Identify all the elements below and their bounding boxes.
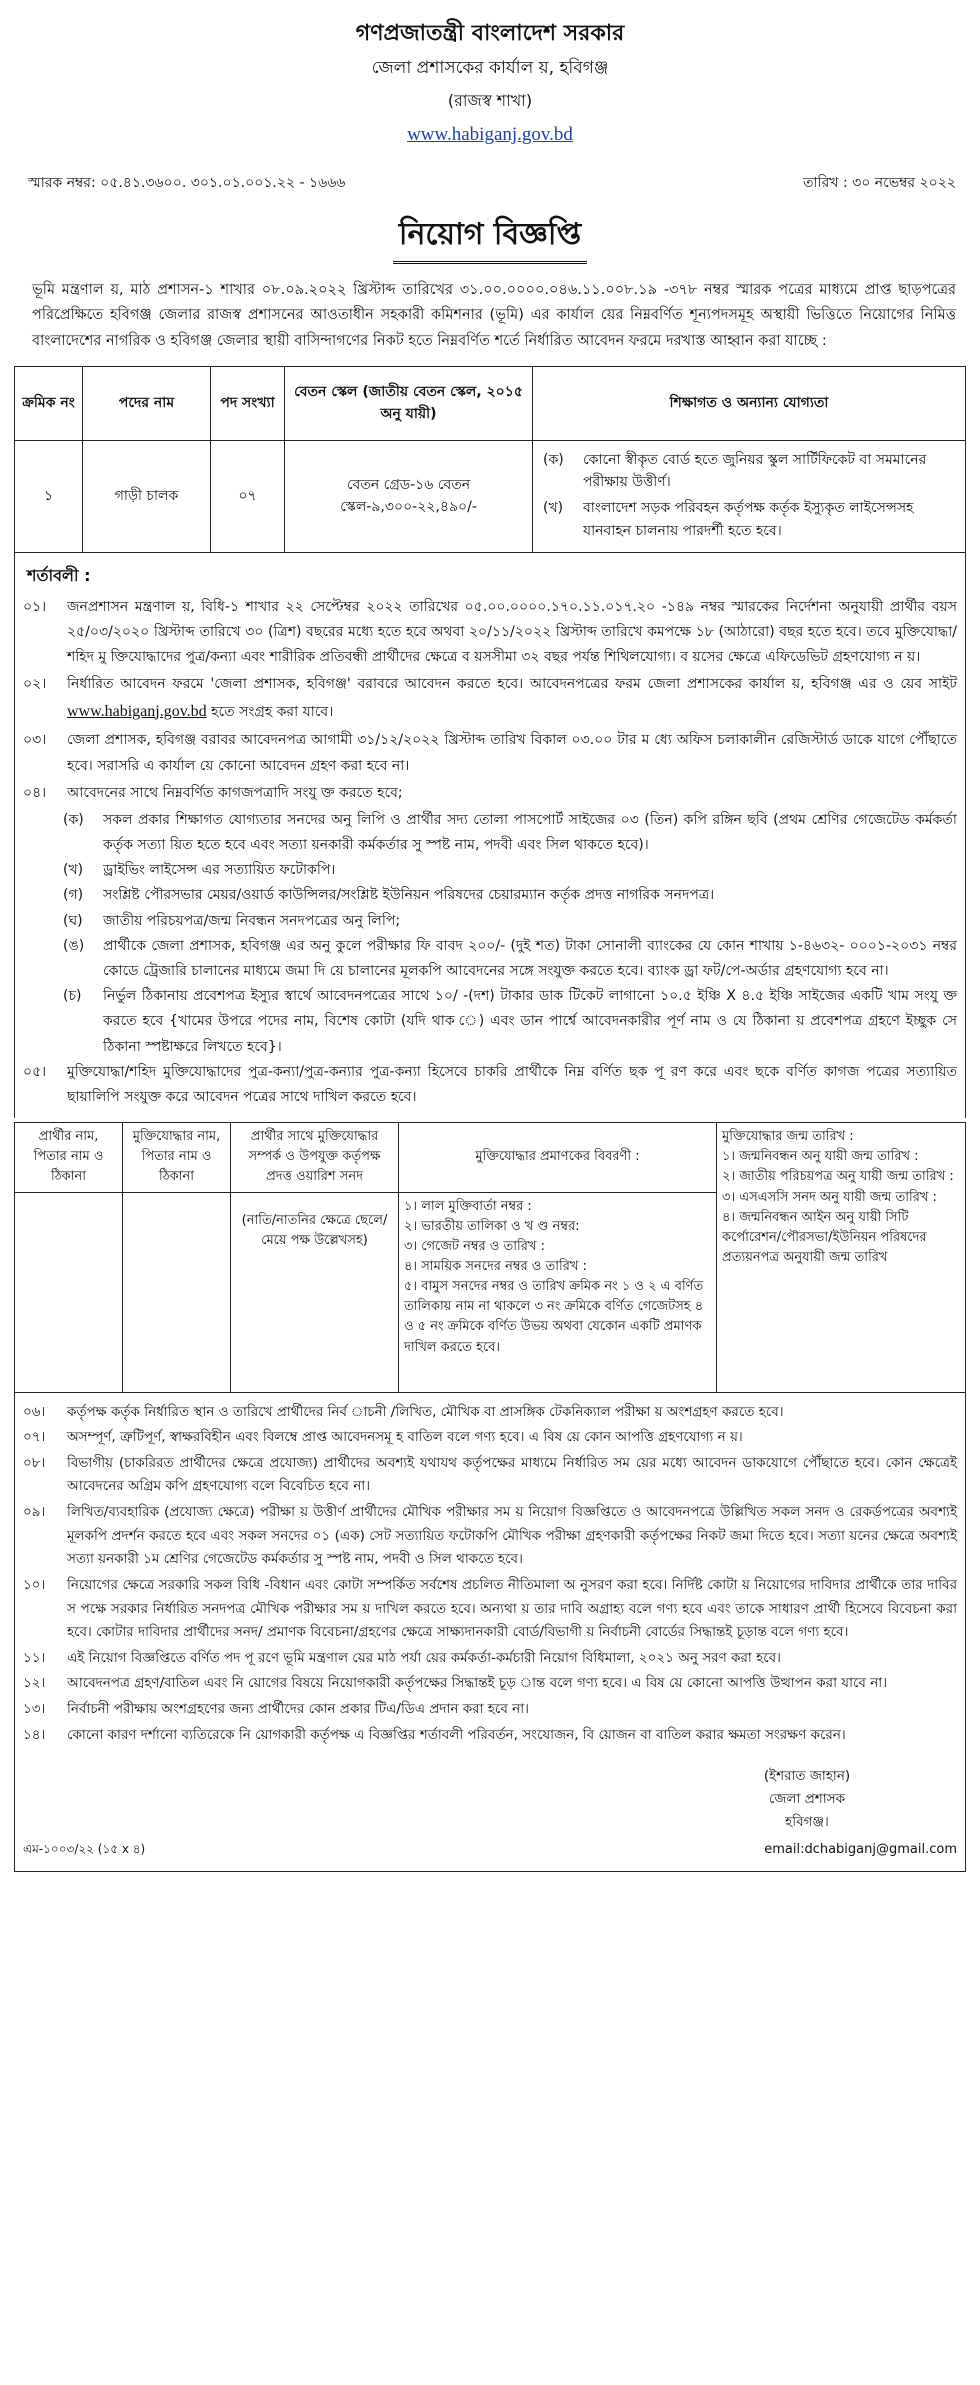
table-row [15,440,966,553]
condition-item [23,1647,957,1671]
attachment-key: (ক) [63,811,84,828]
condition-item [23,781,957,806]
condition-item [23,1426,957,1450]
condition-text: নিয়োগের ক্ষেত্রে সরকারি সকল বিধি -বিধান এবং কোটা সম্পর্কিত সর্বশেষ প্রচলিত নীতিমালা অ নুসরণ করা হবে। নির্দিষ্ট কোটা য় নিয়োগের দাবিদার প্রার্থীকে তার দাবির স পক্ষে সরকার নির্ধারিত সনদপত্র মৌখিক পরীক্ষার সম য় দাখিল করতে হবে। অন্যথা য় তার দাবি অগ্রাহ্য বলে গণ্য হবে এবং তাকে সাধারণ প্রার্থী হিসেবে বিবেচনা করা হবে। কোটার দাবিদার প্রার্থীদের সনদ/ প্রমাণক বিবেচনা/গ্রহণের ক্ষেত্রে সাক্ষ্যদানকারী বোর্ড/বিভাগী য় নির্বাচনী বোর্ডের সিদ্ধান্তই চূড়ান্ত বলে গণ্য হবে। [67,1576,957,1641]
list-item: ১। জন্মনিবন্ধন অনু যায়ী জন্ম তারিখ : [722,1149,919,1165]
condition-text-part: নির্ধারিত আবেদন ফরমে 'জেলা প্রশাসক, হবিগঞ্জ' বরাবরে আবেদন করতে হবে। আবেদনপত্রের ফরম জেলা প্রশাসকের কার্যাল য়, হবিগঞ্জ এর ও য়েব সাইট [67,676,957,693]
attachment-text: নির্ভুল ঠিকানায় প্রবেশপত্র ইস্যুর স্বার্থে আবেদনপত্রের সাথে ১০/ -(দশ) টাকার ডাক টিকেট লাগানো ১০.৫ ইঞ্চি X ৪.৫ ইঞ্চি সাইজের একটি খাম সংযু ক্ত করতে হবে {খামের উপরে পদের নাম, বিশেষ কোটা (যদি থাক ে) এবং ডান পার্শ্বে আবেদনকারীর পূর্ণ নাম ও যে ঠিকানা য় প্রবেশপত্র গ্রহণে ইচ্ছুক সে ঠিকানা স্পষ্টাক্ষরে লিখতে হবে}। [103,988,957,1055]
form-blank-fighter[interactable] [123,1192,231,1392]
signature-block [657,1765,957,1834]
website-link[interactable]: www.habiganj.gov.bd [407,123,573,145]
condition-number: ০৫। [23,1063,47,1080]
form-col-fighter: মুক্তিযোদ্ধার নাম, পিতার নাম ও ঠিকানা [123,1123,231,1192]
qual-key: (ক) [543,451,564,468]
office-name: জেলা প্রশাসকের কার্যাল য়, হবিগঞ্জ [371,58,609,79]
condition-text: জনপ্রশাসন মন্ত্রণাল য়, বিধি-১ শাখার ২২ সেপ্টেম্বর ২০২২ তারিখের ০৫.০০.০০০০.১৭০.১১.০১৭.২০ -১৪৯ নম্বর স্মারকের নির্দেশনা অনুযায়ী প্রার্থীর বয়স ২৫/০৩/২০২০ খ্রিস্টাব্দ তারিখে ৩০ (ত্রিশ) বছরের মধ্যে হতে হবে অথবা ২০/১১/২০২২ খ্রিস্টাব্দ তারিখে কমপক্ষে ১৮ (আঠারো) বছর হতে হবে। তবে মুক্তিযোদ্ধা/শহিদ মু ক্তিযোদ্ধাদের পুত্র/কন্যা এবং শারীরিক প্রতিবন্ধী প্রার্থীদের ক্ষেত্রে ব য়সসীমা ৩২ বছর পর্যন্ত শিথিলযোগ্য। ব য়সের ক্ষেত্রে এফিডেভিট গ্রহণযোগ্য ন য়। [67,598,957,666]
condition-text: নির্বাচনী পরীক্ষায় অংশগ্রহণের জন্য প্রার্থীদের কোন প্রকার টিএ/ডিএ প্রদান করা হবে না। [67,1701,529,1718]
attachment-item [63,984,957,1060]
condition-text: আবেদনের সাথে নিম্নবর্ণিত কাগজপত্রাদি সংযু ক্ত করতে হবে; [67,784,403,801]
attachment-key: (চ) [63,988,82,1005]
condition-number: ০৯। [23,1504,46,1521]
letterhead [14,16,966,150]
notice-date: তারিখ : ৩০ নভেম্বর ২০২২ [803,175,956,192]
qual-key: (খ) [543,500,564,517]
attachment-item [63,909,957,934]
reference-line [28,172,956,194]
condition-number: ১৩। [23,1701,46,1718]
condition-text: মুক্তিযোদ্ধা/শহিদ মুক্তিযোদ্ধাদের পুত্র-কন্যা/পুত্র-কন্যার পুত্র-কন্যা হিসেবে চাকরি প্রার্থীকে নিম্ন বর্ণিত ছক পূ রণ করে এবং ছকে বর্ণিত কাগজ পত্রের সত্যায়িত ছায়ালিপি সংযুক্ত করে আবেদন পত্রের সাথে দাখিল করতে হবে। [67,1063,957,1105]
posts-table [14,366,966,553]
condition-item [23,1401,957,1425]
footer [23,1840,957,1861]
attachment-key: (খ) [63,862,84,879]
branch-name: (রাজস্ব শাখা) [447,91,533,111]
form-relation-note: (নাতি/নাতনির ক্ষেত্রে ছেলে/মেয়ে পক্ষ উল্লেখসহ) [231,1192,399,1392]
condition-number: ০৪। [23,784,47,801]
condition-number: ১৪। [23,1726,46,1743]
condition-item [23,1574,957,1645]
condition-number: ০২। [23,676,47,693]
list-item: ৪। সাময়িক সনদের নম্বর ও তারিখ : [404,1259,587,1275]
attachment-item [63,808,957,858]
birthdate-title: মুক্তিযোদ্ধার জন্ম তারিখ : [722,1129,854,1145]
condition-number: ০৩। [23,732,47,749]
attachment-text: সকল প্রকার শিক্ষাগত যোগ্যতার সনদের অনু লিপি ও প্রার্থীর সদ্য তোলা পাসপোর্ট সাইজের ০৩ (তিন) কপি রঙ্গিন ছবি (প্রথম শ্রেণির গেজেটেড কর্মকর্তা কর্তৃক সত্যা য়িত হতে হবে এবং সত্যা য়নকারী কর্মকর্তার সু স্পষ্ট নাম, পদবী এবং সিল থাকতে হবে)। [103,811,957,854]
list-item: ৩। এসএসসি সনদ অনু যায়ী জন্ম তারিখ : [722,1189,937,1205]
condition-text [67,672,957,726]
list-item: ৪। জন্মনিবন্ধন আইন অনু যায়ী সিটি কর্পোরেশন/পৌরসভা/ইউনিয়ন পরিষদের প্রত্যয়নপত্র অনুযায়ী জন্ম তারিখ [722,1209,927,1266]
memo-number: স্মারক নম্বর: ০৫.৪১.৩৬০০. ৩০১.০১.০০১.২২ - ১৬৬৬ [28,175,346,192]
condition-number: ০৮। [23,1454,46,1471]
attachment-text: প্রার্থীকে জেলা প্রশাসক, হবিগঞ্জ এর অনু কুলে পরীক্ষার ফি বাবদ ২০০/- (দুই শত) টাকা সোনালী ব্যাংকের যে কোন শাখায় ১-৪৬৩২- ০০০১-২০৩১ নম্বর কোডে ট্রেজারি চালানের মাধ্যমে জমা দি য়ে চালানের মূলকপি আবেদনের সঙ্গে সংযুক্ত করতে হবে। ব্যাংক ড্রা ফট/পে-অর্ডার গ্রহণযোগ্য হবে না। [103,937,957,980]
condition-number: ০৬। [23,1403,46,1420]
condition-text: জেলা প্রশাসক, হবিগঞ্জ বরাবর আবেদনপত্র আগামী ৩১/১২/২০২২ খ্রিস্টাব্দ তারিখ বিকাল ০৩.০০ টার ম ধ্যে অফিস চলাকালীন রেজিস্টার্ড ডাকে যাগে পৌঁছাতে হবে। সরাসরি এ কার্যাল য়ে কোনো আবেদন গ্রহণ করা হবে না। [67,732,957,774]
condition-number: ১১। [23,1649,46,1666]
condition-text: বিভাগীয় (চাকরিরত প্রার্থীদের ক্ষেত্রে প্রযোজ্য) প্রার্থীদের অবশ্যই যথাযথ কর্তৃপক্ষের মাধ্যমে নির্ধারিত সম য়ের মধ্যে আবেদন ডাকযোগে পৌঁছাতে হবে। কোন ক্ষেত্রেই আবেদনের অগ্রিম কপি গ্রহণযোগ্য বলে বিবেচিত হবে না। [67,1454,957,1495]
signatory-place: হবিগঞ্জ। [785,1814,829,1831]
attachment-text: জাতীয় পরিচয়পত্র/জন্ম নিবন্ধন সনদপত্রের অনু লিপি; [103,912,401,929]
birthdate-list [722,1147,960,1268]
conditions-title: শর্তাবলী : [27,566,91,586]
attachment-item [63,858,957,883]
condition-item [23,1672,957,1696]
signatory-name: (ইশরাত জাহান) [763,1768,851,1785]
list-item: ২। ভারতীয় তালিকা ও খ ণ্ড নম্বর: [404,1218,580,1234]
condition-item [23,595,957,671]
condition-number: ০৭। [23,1429,46,1446]
freedom-fighter-form [14,1122,966,1392]
cell-count: ০৭ [211,440,285,553]
condition-number: ১২। [23,1675,46,1692]
attachment-item [63,934,957,984]
form-col-proof: মুক্তিযোদ্ধার প্রমাণকের বিবরণী : [399,1123,717,1192]
list-item: ৩। গেজেট নম্বর ও তারিখ : [404,1238,545,1254]
col-serial: ক্রমিক নং [15,366,83,440]
form-col-applicant: প্রার্থীর নাম, পিতার নাম ও ঠিকানা [15,1123,123,1192]
form-col-relation: প্রার্থীর সাথে মুক্তিযোদ্ধার সম্পর্ক ও উপযুক্ত কর্তৃপক্ষ প্রদত্ত ওয়ারিশ সনদ [231,1123,399,1192]
condition-text: লিখিত/ব্যবহারিক (প্রযোজ্য ক্ষেত্রে) পরীক্ষা য় উত্তীর্ণ প্রার্থীদের মৌখিক পরীক্ষার সম য় নিয়োগ বিজ্ঞপ্তিতে ও আবেদনপত্রে উল্লিখিত সকল সনদ ও রেকর্ডপত্রের অবশ্যই মূলকপি প্রদর্শন করতে হবে এবং সকল সনদের ০১ (এক) সেট সত্যায়িত ফটোকপি মৌখিক পরীক্ষা গ্রহণকারী কর্তৃপক্ষের নিকট জমা দিতে হবে। সত্যা য়নের ক্ষেত্রে অবশ্যই সত্যা য়নকারী ১ম শ্রেণির গেজেটেড কর্মকর্তার সু স্পষ্ট নাম, পদবী ও সিল থাকতে হবে। [67,1504,957,1568]
attachment-item [63,883,957,908]
cell-post: গাড়ী চালক [83,440,211,553]
condition-item [23,1698,957,1722]
table-header-row [15,366,966,440]
condition-text: অসম্পূর্ণ, ত্রুটিপূর্ণ, স্বাক্ষরবিহীন এবং বিলম্বে প্রাপ্ত আবেদনসমূ হ বাতিল বলে গণ্য হবে। এ বিষ য়ে কোন আপত্তি গ্রহণযোগ্য ন য়। [67,1429,743,1446]
condition-number: ০১। [23,598,47,615]
col-scale: বেতন স্কেল (জাতীয় বেতন স্কেল, ২০১৫ অনু যায়ী) [285,366,533,440]
page-title: নিয়োগ বিজ্ঞপ্তি [393,211,587,264]
condition-text-part: হতে সংগ্রহ করা যাবে। [211,703,334,720]
condition-text: কোনো কারণ দর্শানো ব্যতিরেকে নি য়োগকারী কর্তৃপক্ষ এ বিজ্ঞপ্তির শর্তাবলী পরিবর্তন, সংযোজন, বি য়োজন বা বাতিল করার ক্ষমতা সংরক্ষণ করেন। [67,1726,846,1743]
col-count: পদ সংখ্যা [211,366,285,440]
website-link-inline[interactable]: www.habiganj.gov.bd [67,702,207,720]
form-row [15,1123,966,1192]
condition-text: আবেদনপত্র গ্রহণ/বাতিল এবং নি য়োগের বিষয়ে নিয়োগকারী কর্তৃপক্ষের সিদ্ধান্তই চূড় ান্ত বলে গণ্য হবে। এ বিষ য়ে কোনো আপত্তি উত্থাপন করা যাবে না। [67,1675,888,1692]
col-qualification: শিক্ষাগত ও অন্যান্য যোগ্যতা [533,366,966,440]
condition-item [23,1724,957,1748]
contact-email[interactable]: email:dchabiganj@gmail.com [764,1842,957,1858]
intro-paragraph: ভূমি মন্ত্রণাল য়, মাঠ প্রশাসন-১ শাখার ০৮.০৯.২০২২ খ্রিস্টাব্দ তারিখের ৩১.০০.০০০০.০৪৬.১১.০০৮.১৯ -৩৭৮ নম্বর স্মারক পত্রের মাধ্যমে প্রাপ্ত ছাড়পত্রের পরিপ্রেক্ষিতে হবিগঞ্জ জেলার রাজস্ব প্রশাসনের আওতাধীন সহকারী কমিশনার (ভূমি) এর কার্যাল য়ের নিম্নবর্ণিত শূন্যপদসমূহ অস্থায়ী ভিত্তিতে নিয়োগের নিমিত্ত বাংলাদেশের নাগরিক ও হবিগঞ্জ জেলার স্থায়ী বাসিন্দাগণের নিকট হতে নিম্নবর্ণিত শর্তে নির্ধারিত আবেদন ফরমে দরখাস্ত আহ্বান করা যাচ্ছে : [32,281,956,349]
govt-name: গণপ্রজাতন্ত্রী বাংলাদেশ সরকার [355,21,625,46]
condition-text: কর্তৃপক্ষ কর্তৃক নির্ধারিত স্থান ও তারিখে প্রার্থীদের নির্ব াচনী /লিখিত, মৌখিক বা প্রাসঙ্গিক টেকনিক্যাল পরীক্ষা য় অংশগ্রহণ করতে হবে। [67,1403,784,1420]
attachment-key: (ঙ) [63,937,85,954]
cell-qualification [533,440,966,553]
conditions-section [14,553,966,1118]
condition-text: এই নিয়োগ বিজ্ঞপ্তিতে বর্ণিত পদ পূ রণে ভূমি মন্ত্রণাল য়ের মাঠ পর্যা য়ের কর্মকর্তা-কর্মচারী নিয়োগ বিধিমালা, ২০২১ অনু সরণ করা হবে। [67,1649,781,1666]
attachment-text: ড্রাইভিং লাইসেন্স এর সত্যায়িত ফটোকপি। [103,862,336,879]
list-item: ৫। বামুস সনদের নম্বর ও তারিখ ক্রমিক নং ১ ও ২ এ বর্ণিত তালিকায় নাম না থাকলে ৩ নং ক্রমিকে বর্ণিত গেজেটসহ ৪ ও ৫ নং ক্রমিকে বর্ণিত উভয় অথবা যেকোন একটি প্রমাণক দাখিল করতে হবে। [404,1279,704,1355]
list-item: ২। জাতীয় পরিচয়পত্র অনু যায়ী জন্ম তারিখ : [722,1169,954,1185]
condition-item [23,728,957,778]
qual-text: কোনো স্বীকৃত বোর্ড হতে জুনিয়র স্কুল সার্টিফিকেট বা সমমানের পরীক্ষায় উত্তীর্ণ। [583,451,927,491]
form-blank-applicant[interactable] [15,1192,123,1392]
attachment-key: (গ) [63,887,84,904]
form-col-birthdate [717,1123,966,1392]
list-item: ১। লাল মুক্তিবার্তা নম্বর : [404,1198,532,1214]
attachment-text: সংশ্লিষ্ট পৌরসভার মেয়র/ওয়ার্ড কাউন্সিলর/সংশ্লিষ্ট ইউনিয়ন পরিষদের চেয়ারম্যান কর্তৃক প্রদত্ত নাগরিক সনদপত্র। [103,887,715,904]
col-post: পদের নাম [83,366,211,440]
later-conditions [14,1393,966,1872]
qual-text: বাংলাদেশ সড়ক পরিবহন কর্তৃপক্ষ কর্তৃক ইস্যুকৃত লাইসেন্সসহ যানবাহন চালনায় পারদর্শী হতে হবে। [583,500,914,539]
condition-item [23,1501,957,1572]
condition-number: ১০। [23,1576,46,1593]
cell-serial: ১ [15,440,83,553]
signatory-designation: জেলা প্রশাসক [768,1791,846,1808]
form-proof-list [399,1192,717,1392]
attachment-key: (ঘ) [63,912,83,929]
condition-item [23,1452,957,1499]
print-code: এম-১০০৩/২২ (১৫ x ৪) [23,1842,146,1857]
condition-item [23,672,957,726]
condition-item [23,1060,957,1110]
cell-scale: বেতন গ্রেড-১৬ বেতন স্কেল-৯,৩০০-২২,৪৯০/- [285,440,533,553]
